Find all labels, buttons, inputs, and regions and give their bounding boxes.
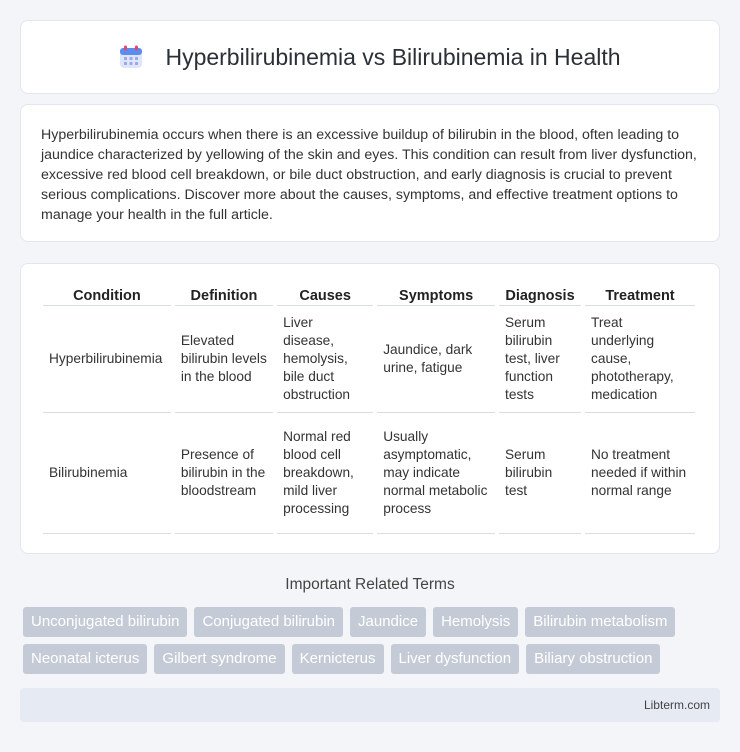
related-term-tag[interactable]: Hemolysis [433,607,518,637]
comparison-table-card [20,263,720,554]
related-terms-title: Important Related Terms [285,576,455,593]
intro-card [20,104,720,242]
related-term-tag[interactable]: Neonatal icterus [23,644,147,674]
table-header-row [43,284,695,306]
column-header: Condition [43,284,171,306]
table-cell: Presence of bilirubin in the bloodstream [175,413,273,534]
table-cell: Normal red blood cell breakdown, mild liver processing [277,413,373,534]
column-header: Diagnosis [499,284,581,306]
table-cell: Jaundice, dark urine, fatigue [377,306,495,413]
table-cell: Usually asymptomatic, may indicate normal metabolic process [377,413,495,534]
intro-text: Hyperbilirubinemia occurs when there is an excessive buildup of bilirubin in the blood, often leading to jaundice characterized by yellowing of the skin and eyes. This condition can result from liver dysfunction, excessive red blood cell breakdown, or bile duct obstruction, and early diagnosis is crucial to prevent serious complications. Discover more about the causes, symptoms, and effective treatment options to manage your health in the full article. [41,127,697,223]
related-term-tag[interactable]: Jaundice [350,607,426,637]
header-card [20,20,720,94]
related-term-tag[interactable]: Conjugated bilirubin [194,607,343,637]
column-header: Definition [175,284,273,306]
table-cell: Serum bilirubin test, liver function tests [499,306,581,413]
table-row [43,306,695,413]
page-title: Hyperbilirubinemia vs Bilirubinemia in Health [165,43,621,70]
table-cell: No treatment needed if within normal range [585,413,695,534]
table-cell: Serum bilirubin test [499,413,581,534]
table-cell: Bilirubinemia [43,413,171,534]
table-cell: Elevated bilirubin levels in the blood [175,306,273,413]
column-header: Treatment [585,284,695,306]
calendar-icon [119,45,143,69]
table-cell: Liver disease, hemolysis, bile duct obstruction [277,306,373,413]
table-cell: Hyperbilirubinemia [43,306,171,413]
related-term-tag[interactable]: Biliary obstruction [526,644,660,674]
table-row [43,413,695,534]
column-header: Symptoms [377,284,495,306]
related-term-tag[interactable]: Bilirubin metabolism [525,607,675,637]
footer-site-link[interactable]: Libterm.com [643,698,710,712]
related-terms-row-2 [23,644,723,674]
related-term-tag[interactable]: Liver dysfunction [391,644,520,674]
related-term-tag[interactable]: Kernicterus [292,644,384,674]
footer [20,688,720,722]
related-term-tag[interactable]: Gilbert syndrome [154,644,284,674]
related-term-tag[interactable]: Unconjugated bilirubin [23,607,187,637]
column-header: Causes [277,284,373,306]
comparison-table [39,284,699,534]
table-cell: Treat underlying cause, phototherapy, medication [585,306,695,413]
related-terms-row-1 [23,607,723,637]
